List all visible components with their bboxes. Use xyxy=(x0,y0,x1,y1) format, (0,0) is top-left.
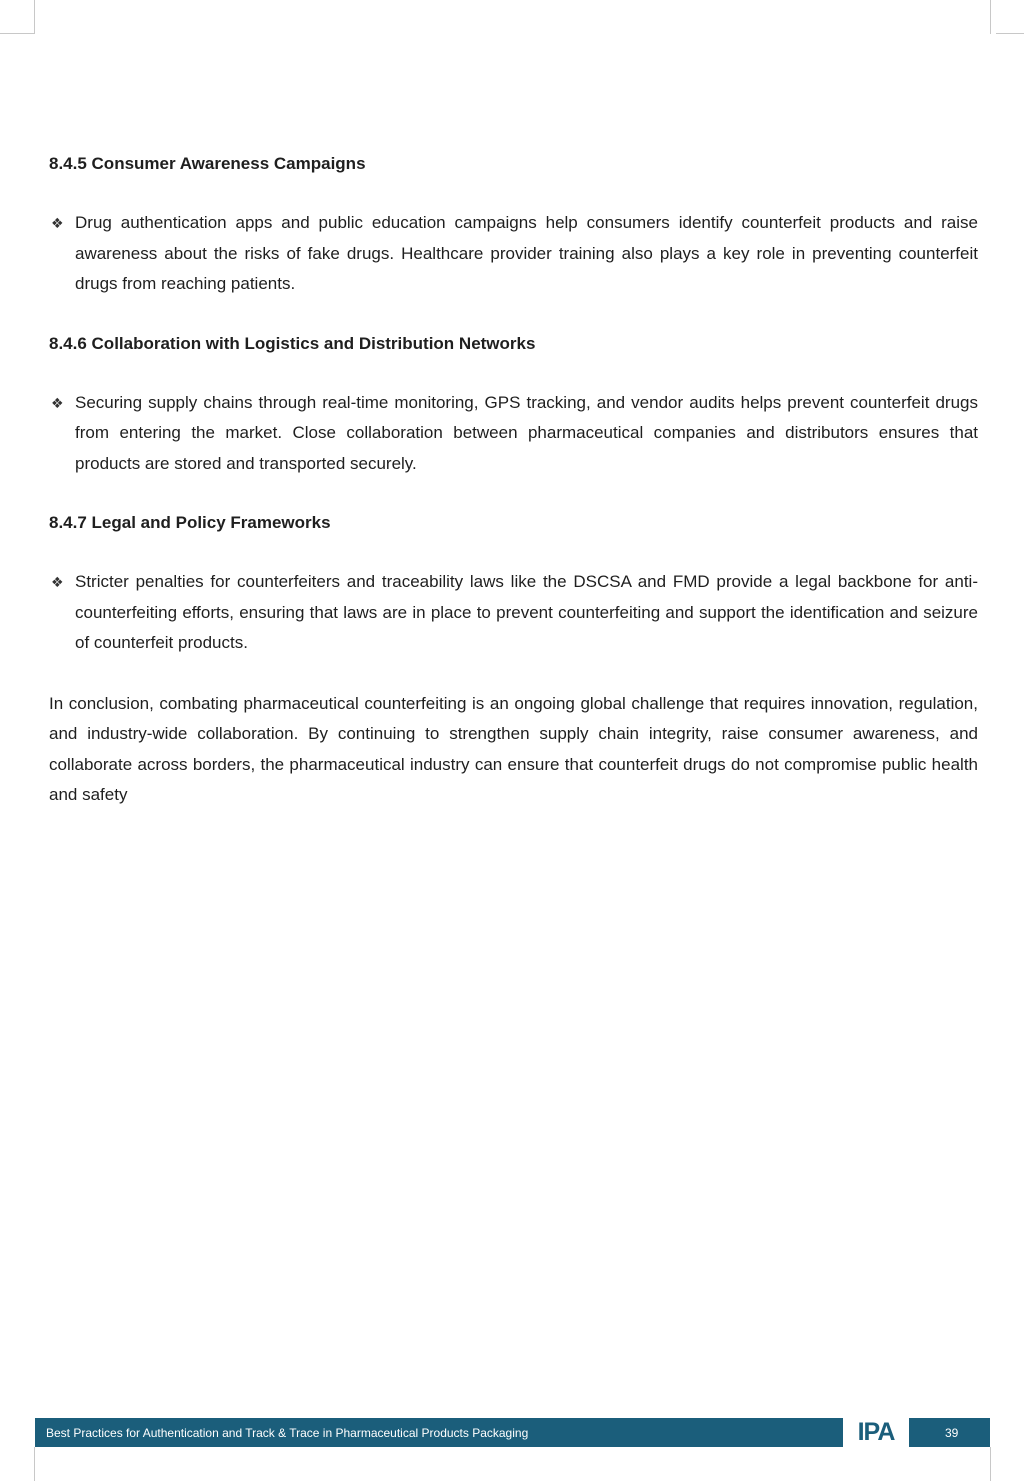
footer-title: Best Practices for Authentication and Track & Trace in Pharmaceutical Products Packaging xyxy=(46,1426,529,1440)
crop-mark xyxy=(34,0,35,34)
bullet-text: Stricter penalties for counterfeiters and traceability laws like the DSCSA and FMD provide a legal backbone for anti-counterfeiting efforts, ensuring that laws are in place to prevent counterfeiting and support the identification and seizure of counterfeit products. xyxy=(75,572,978,652)
page-content xyxy=(49,150,978,811)
logo-text: IPA xyxy=(857,1418,895,1446)
ipa-logo xyxy=(843,1418,909,1447)
bullet-paragraph xyxy=(49,208,978,300)
page-number: 39 xyxy=(945,1426,959,1440)
section-heading: 8.4.6 Collaboration with Logistics and Distribution Networks xyxy=(49,333,536,353)
section-heading: 8.4.7 Legal and Policy Frameworks xyxy=(49,513,331,532)
diamond-bullet-icon: ❖ xyxy=(51,574,64,590)
crop-mark xyxy=(0,33,34,34)
crop-mark xyxy=(990,1447,991,1481)
crop-mark xyxy=(990,0,991,34)
bullet-paragraph xyxy=(49,567,978,659)
crop-mark xyxy=(996,33,1024,34)
diamond-bullet-icon: ❖ xyxy=(51,215,64,231)
diamond-bullet-icon: ❖ xyxy=(51,394,64,411)
conclusion-paragraph: In conclusion, combating pharmaceutical counterfeiting is an ongoing global challenge that requires innovation, regulation, and industry-wide collaboration. By continuing to strengthen supply chain integrity, raise consumer awareness, and collaborate across borders, the pharmaceutical industry can ensure that counterfeit drugs do not compromise public health and safety xyxy=(49,693,978,804)
bullet-text: Drug authentication apps and public education campaigns help consumers identify counterfeit products and raise awareness about the risks of fake drugs. Healthcare provider training also plays a key role in preventing counterfeit drugs from reaching patients. xyxy=(75,213,978,293)
bullet-paragraph xyxy=(49,388,978,480)
section-heading: 8.4.5 Consumer Awareness Campaigns xyxy=(49,154,366,173)
bullet-text: Securing supply chains through real-time monitoring, GPS tracking, and vendor audits helps prevent counterfeit drugs from entering the market. Close collaboration between pharmaceutical companies and distributors ensures that products are stored and transported securely. xyxy=(75,392,978,473)
crop-mark xyxy=(34,1447,35,1481)
footer-bar xyxy=(35,1418,990,1447)
